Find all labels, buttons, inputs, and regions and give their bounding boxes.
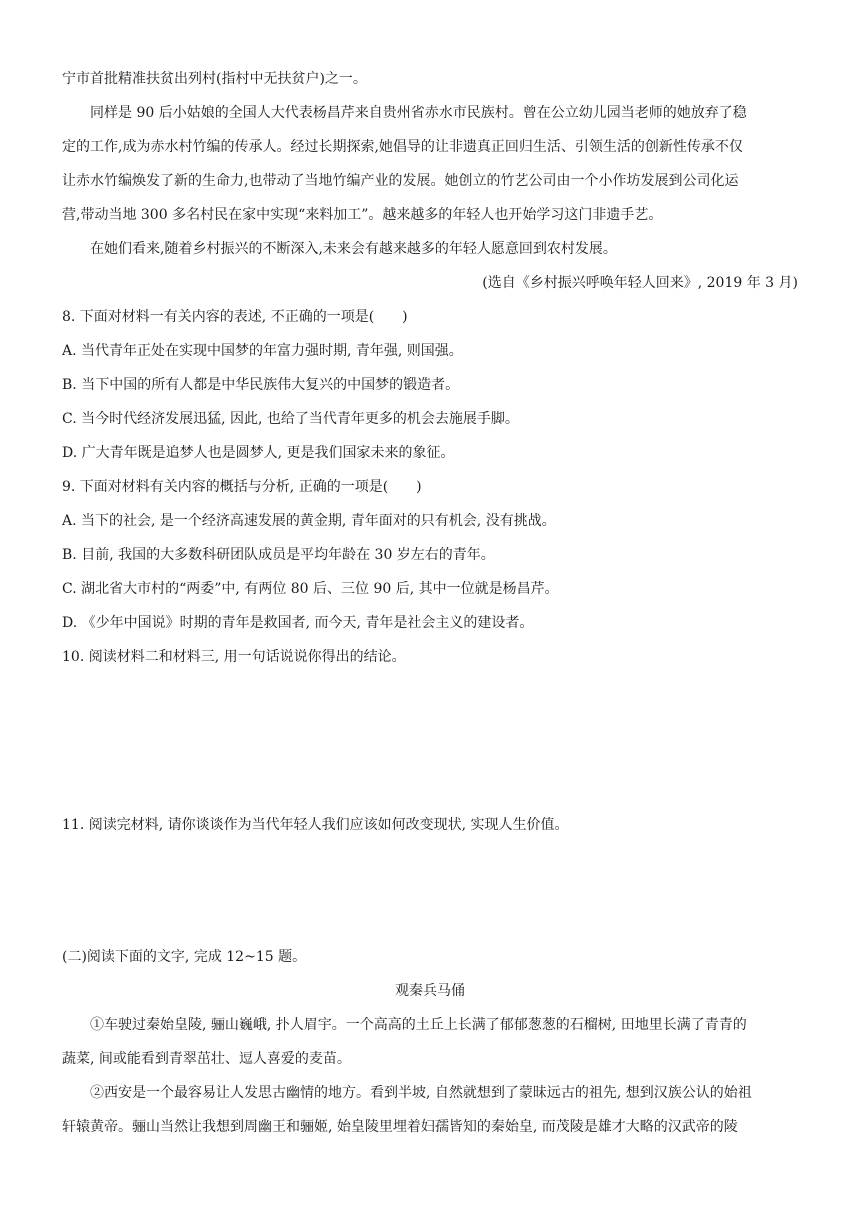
document-page [62, 62, 798, 1144]
text-line: ②西安是一个最容易让人发思古幽情的地方。看到半坡, 自然就想到了蒙昧远古的祖先, 想到汉族公认的始祖 [90, 1085, 752, 1101]
question-11-stem: 11. 阅读完材料, 请你谈谈作为当代年轻人我们应该如何改变现状, 实现人生价值。 [62, 817, 569, 833]
answer-space [62, 674, 798, 808]
question-9 [62, 470, 798, 640]
option-c: C. 湖北省大市村的“两委”中, 有两位 80 后、三位 90 后, 其中一位就是杨昌芹。 [62, 581, 559, 597]
question-10-stem: 10. 阅读材料二和材料三, 用一句话说说你得出的结论。 [62, 649, 406, 665]
option-b: B. 目前, 我国的大多数科研团队成员是平均年龄在 30 岁左右的青年。 [62, 547, 495, 563]
option-c: C. 当今时代经济发展迅猛, 因此, 也给了当代青年更多的机会去施展手脚。 [62, 411, 519, 427]
article-paragraph-1 [62, 1008, 798, 1076]
text-line: ①车驶过秦始皇陵, 骊山巍峨, 扑人眉宇。一个高高的土丘上长满了郁郁葱葱的石榴树, 田地里长满了青青的 [90, 1017, 747, 1033]
option-a: A. 当代青年正处在实现中国梦的年富力强时期, 青年强, 则国强。 [62, 343, 463, 359]
material-carry-line: 宁市首批精准扶贫出列村(指村中无扶贫户)之一。 [62, 71, 367, 87]
question-8 [62, 300, 798, 470]
option-b: B. 当下中国的所有人都是中华民族伟大复兴的中国梦的锻造者。 [62, 377, 460, 393]
answer-space [62, 842, 798, 940]
section-intro: (二)阅读下面的文字, 完成 12~15 题。 [62, 949, 307, 965]
article-paragraph-2 [62, 1076, 798, 1144]
material-source: (选自《乡村振兴呼唤年轻人回来》, 2019 年 3 月) [482, 275, 798, 291]
option-d: D. 《少年中国说》时期的青年是救国者, 而今天, 青年是社会主义的建设者。 [62, 615, 534, 631]
text-line: 营,带动当地 300 多名村民在家中实现“来料加工”。越来越多的年轻人也开始学习这门非遗手艺。 [62, 207, 663, 223]
text-line: 蔬菜, 间或能看到青翠茁壮、逗人喜爱的麦苗。 [62, 1051, 351, 1067]
option-a: A. 当下的社会, 是一个经济高速发展的黄金期, 青年面对的只有机会, 没有挑战。 [62, 513, 556, 529]
material-paragraph-2 [62, 96, 798, 232]
article-title: 观秦兵马俑 [395, 983, 465, 999]
text-line: 定的工作,成为赤水村竹编的传承人。经过长期探索,她倡导的让非遗真正回归生活、引领生活的创新性传承不仅 [62, 139, 743, 155]
material-paragraph-3: 在她们看来,随着乡村振兴的不断深入,未来会有越来越多的年轻人愿意回到农村发展。 [90, 241, 617, 257]
text-line: 让赤水竹编焕发了新的生命力,也带动了当地竹编产业的发展。她创立的竹艺公司由一个小作坊发展到公司化运 [62, 173, 739, 189]
text-line: 轩辕黄帝。骊山当然让我想到周幽王和骊姬, 始皇陵里埋着妇孺皆知的秦始皇, 而茂陵是雄才大略的汉武帝的陵 [62, 1119, 738, 1135]
text-line: 同样是 90 后小姑娘的全国人大代表杨昌芹来自贵州省赤水市民族村。曾在公立幼儿园当老师的她放弃了稳 [90, 105, 747, 121]
question-stem: 9. 下面对材料有关内容的概括与分析, 正确的一项是( ) [62, 479, 422, 495]
question-stem: 8. 下面对材料一有关内容的表述, 不正确的一项是( ) [62, 309, 408, 325]
option-d: D. 广大青年既是追梦人也是圆梦人, 更是我们国家未来的象征。 [62, 445, 455, 461]
